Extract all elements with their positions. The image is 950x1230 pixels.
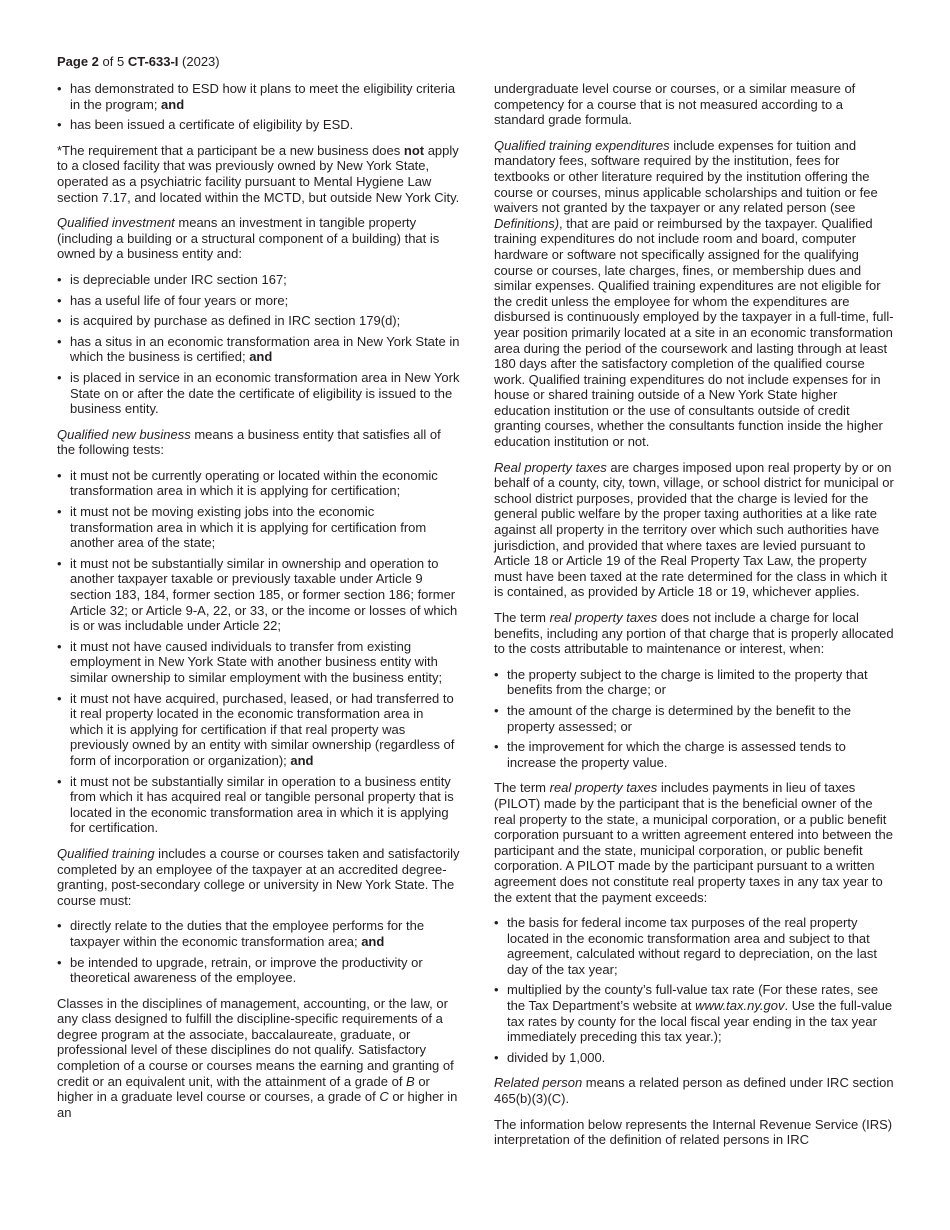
pilot-list bbox=[494, 915, 897, 1065]
related-person-definition: Related person means a related person as defined under IRC section 465(b)(3)(C). bbox=[494, 1075, 894, 1107]
list-item: • the improvement for which the charge is assessed tends to increase the property value. bbox=[494, 739, 897, 770]
list-item: • it must not have acquired, purchased, leased, or had transferred to it real property located in the economic transformation area in which it is applying for certification if that real property was previously owned by an entity with similar ownership (regardless of form of incorporation or organization); and bbox=[57, 691, 460, 769]
list-item: • it must not be substantially similar in operation to a business entity from which it has acquired real or tangible personal property that is located in the economic transformation area in which it is applying for certification. bbox=[57, 774, 460, 836]
form-id: CT-633-I bbox=[127, 54, 179, 69]
real-property-taxes-exclusion: The term real property taxes does not include a charge for local benefits, including any portion of that charge that is properly allocated to the costs attributable to maintenance or interest, when: bbox=[494, 610, 894, 657]
list-item: • it must not be moving existing jobs into the economic transformation area in which it is applying for certification from another area of the state; bbox=[57, 504, 460, 551]
list-item: • divided by 1,000. bbox=[494, 1050, 897, 1066]
page-header bbox=[57, 54, 220, 70]
left-column bbox=[57, 81, 460, 1130]
qualified-training-list bbox=[57, 918, 460, 985]
footnote-paragraph: *The requirement that a participant be a new business does not apply to a closed facility that was previously owned by New York State, operated as a psychiatric facility pursuant to Mental Hygiene Law section 7.17, and located within the MCTD, but outside New York City. bbox=[57, 142, 460, 205]
list-item: • has demonstrated to ESD how it plans to meet the eligibility criteria in the program; and bbox=[57, 81, 460, 112]
classes-paragraph: Classes in the disciplines of management, accounting, or the law, or any class designed to fulfill the discipline-specific requirements of a degree program at the associate, baccalaureate, graduate, or professional level of these disciplines do not qualify. Satisfactory completion of a course or courses means the earning and granting of credit or an equivalent unit, with the attainment of a grade of B or higher in a graduate level course or courses, a grade of C or higher in an bbox=[57, 995, 458, 1120]
list-item: • is placed in service in an economic transformation area in New York State on or after the date the certificate of eligibility is issued to the business entity. bbox=[57, 370, 460, 417]
qualified-training-definition: Qualified training includes a course or courses taken and satisfactorily completed by an employee of the taxpayer at an accredited degree-granting, post-secondary college or university in New York State. The course must: bbox=[57, 845, 460, 908]
list-item: • the property subject to the charge is limited to the property that benefits from the charge; or bbox=[494, 667, 897, 698]
list-item: • multiplied by the county’s full-value tax rate (For these rates, see the Tax Department’s website at www.tax.ny.gov. Use the full-value tax rates by county for the local fiscal year ending in the tax year immediately preceding this tax year.); bbox=[494, 982, 897, 1044]
irs-paragraph: The information below represents the Internal Revenue Service (IRS) interpretation of the definition of related persons in IRC bbox=[494, 1116, 893, 1148]
list-item: • has been issued a certificate of eligibility by ESD. bbox=[57, 117, 460, 133]
list-item: • has a useful life of four years or more; bbox=[57, 293, 460, 309]
exclusion-list bbox=[494, 667, 897, 771]
classes-continued-paragraph: undergraduate level course or courses, or a similar measure of competency for a course that is not measured according to a standard grade formula. bbox=[494, 81, 856, 128]
list-item: • is depreciable under IRC section 167; bbox=[57, 272, 460, 288]
certification-list bbox=[57, 81, 460, 133]
list-item: • it must not be currently operating or located within the economic transformation area in which it is applying for certification; bbox=[57, 468, 460, 499]
page-count: of 5 bbox=[98, 54, 128, 69]
list-item: • it must not be substantially similar in ownership and operation to another taxpayer taxable or previously taxable under Article 9 section 183, 184, former section 185, or former section 186; former Article 32; or Article 9-A, 22, or 33, or the income or losses of which is or was includable under Article 22; bbox=[57, 556, 460, 634]
qualified-new-business-definition: Qualified new business means a business entity that satisfies all of the following tests: bbox=[57, 426, 441, 458]
page-number: Page 2 bbox=[57, 54, 99, 69]
real-property-taxes-inclusion: The term real property taxes includes payments in lieu of taxes (PILOT) made by the participant that is the beneficial owner of the real property to the state, a municipal corporation, or a public benefit corporation pursuant to a written agreement entered into between the participant and the state, municipal corporation, or public benefit corporation. A PILOT made by the participant pursuant to a written agreement does not constitute real property taxes in any tax year to the extent that the payment exceeds: bbox=[494, 780, 893, 905]
tax-website-link: www.tax.ny.gov bbox=[695, 998, 785, 1014]
list-item: • is acquired by purchase as defined in IRC section 179(d); bbox=[57, 313, 460, 329]
form-year: (2023) bbox=[178, 54, 220, 69]
list-item: • be intended to upgrade, retrain, or improve the productivity or theoretical awareness of the employee. bbox=[57, 955, 460, 986]
list-item: • the basis for federal income tax purposes of the real property located in the economic transformation area and subject to that agreement, calculated without regard to depreciation, on the last day of the tax year; bbox=[494, 915, 897, 977]
real-property-taxes-definition: Real property taxes are charges imposed upon real property by or on behalf of a county, city, town, village, or school district for municipal or school district purposes, provided that the charge is levied for the general public welfare by the proper taxing authorities at a like rate against all property in the territory over which such authorities have jurisdiction, and provided that where taxes are levied pursuant to Article 18 or Article 19 of the Real Property Tax Law, the property must have been taxed at the rate determined for the class in which it is contained, as provided by Article 18 or 19, whichever applies. bbox=[494, 459, 894, 600]
list-item: • directly relate to the duties that the employee performs for the taxpayer within the economic transformation area; and bbox=[57, 918, 460, 949]
list-item: • has a situs in an economic transformation area in New York State in which the business is certified; and bbox=[57, 334, 460, 365]
list-item: • it must not have caused individuals to transfer from existing employment in New York State with another business entity with similar ownership to similar employment with the business entity; bbox=[57, 639, 460, 686]
qualified-new-business-list bbox=[57, 468, 460, 836]
qualified-investment-list bbox=[57, 272, 460, 417]
list-item: • the amount of the charge is determined by the benefit to the property assessed; or bbox=[494, 703, 897, 734]
right-column bbox=[494, 81, 897, 1158]
qualified-investment-definition: Qualified investment means an investment in tangible property (including a building or a structural component of a building) that is owned by a business entity and: bbox=[57, 215, 440, 262]
qualified-training-expenditures-definition: Qualified training expenditures include expenses for tuition and mandatory fees, software required by the institution, fees for textbooks or other literature required by the institution offering the course or courses, minus applicable scholarships and tuition or fee waivers not granted by the taxpayer or any related person (see Definitions), that are paid or reimbursed by the taxpayer. Qualified training expenditures do not include room and board, computer hardware or software not specifically assigned for the qualifying course or courses, late charges, fines, or membership dues and similar expenses. Qualified training expenditures are not eligible for the credit unless the employee for whom the expenditures are disbursed is continuously employed by the taxpayer in a full-time, full-year position primarily located at a site in an economic transformation area during the period of the coursework and lasting through at least 180 days after the satisfactory completion of the qualified course work. Qualified training expenditures do not include expenses for in house or shared training outside of a New York State higher education institution or the use of consultants outside of credit granting courses, whether the consultants function inside the higher education institution or not. bbox=[494, 137, 894, 450]
